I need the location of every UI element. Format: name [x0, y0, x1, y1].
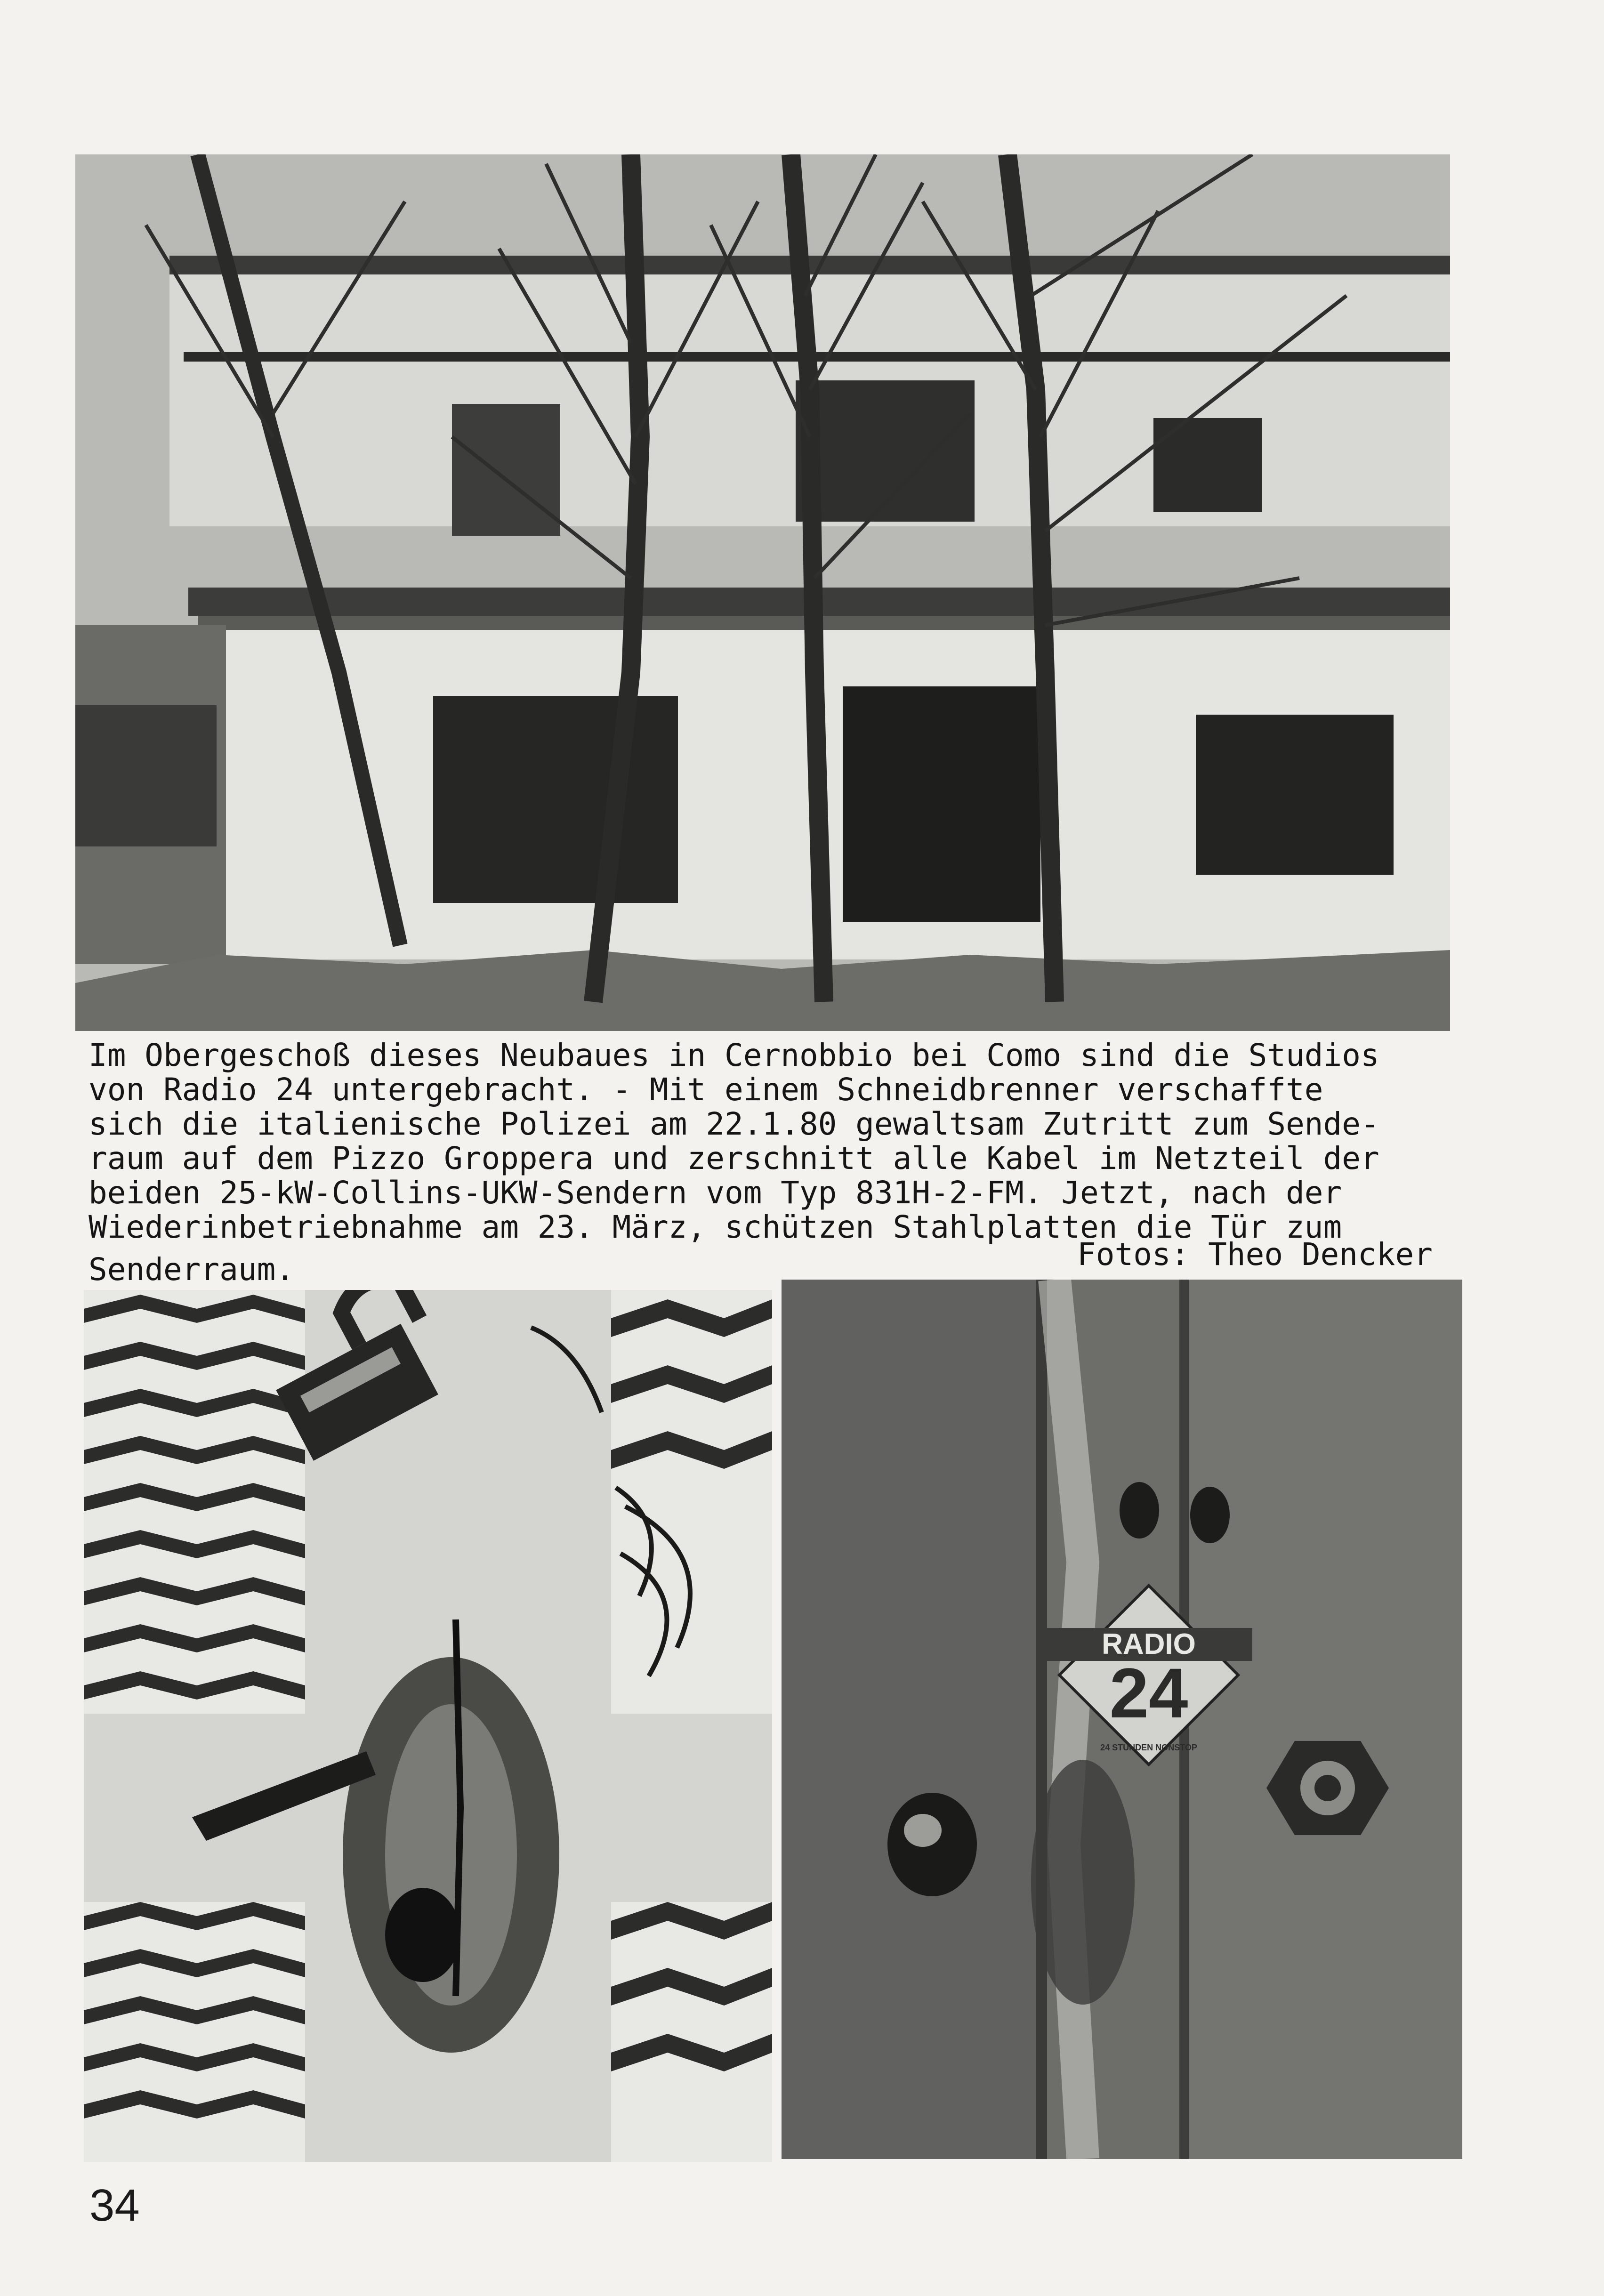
logo-radio-text: RADIO	[1102, 1628, 1196, 1660]
burned-lock-drawing	[84, 1290, 772, 2162]
caption-line-6: Wiederinbetriebnahme am 23. März, schützen Stahlplatten die Tür zum	[89, 1209, 1342, 1245]
photo-credit: Fotos: Theo Dencker	[1077, 1236, 1433, 1273]
steel-door-drawing	[782, 1280, 1462, 2159]
logo-slogan-text: 24 STUNDEN NONSTOP	[1100, 1743, 1197, 1752]
caption-line-1: Im Obergeschoß dieses Neubaues in Cernobbio bei Como sind die Studios	[89, 1037, 1379, 1073]
house-photo-drawing	[75, 154, 1450, 1031]
photo-caption	[89, 1038, 1468, 1292]
house-photo	[75, 154, 1450, 1031]
steel-door-photo	[782, 1280, 1462, 2159]
caption-line-4: raum auf dem Pizzo Groppera und zerschnitt alle Kabel im Netzteil der	[89, 1140, 1379, 1176]
burned-lock-photo	[84, 1290, 772, 2162]
page-number: 34	[89, 2180, 140, 2231]
caption-line-2: von Radio 24 untergebracht. - Mit einem Schneidbrenner verschaffte	[89, 1071, 1323, 1108]
caption-line-7: Senderraum.	[89, 1251, 295, 1288]
caption-line-3: sich die italienische Polizei am 22.1.80 gewaltsam Zutritt zum Sende-	[89, 1106, 1379, 1142]
logo-number-text: 24	[1109, 1653, 1188, 1732]
caption-line-5: beiden 25-kW-Collins-UKW-Sendern vom Typ 831H-2-FM. Jetzt, nach der	[89, 1175, 1342, 1211]
